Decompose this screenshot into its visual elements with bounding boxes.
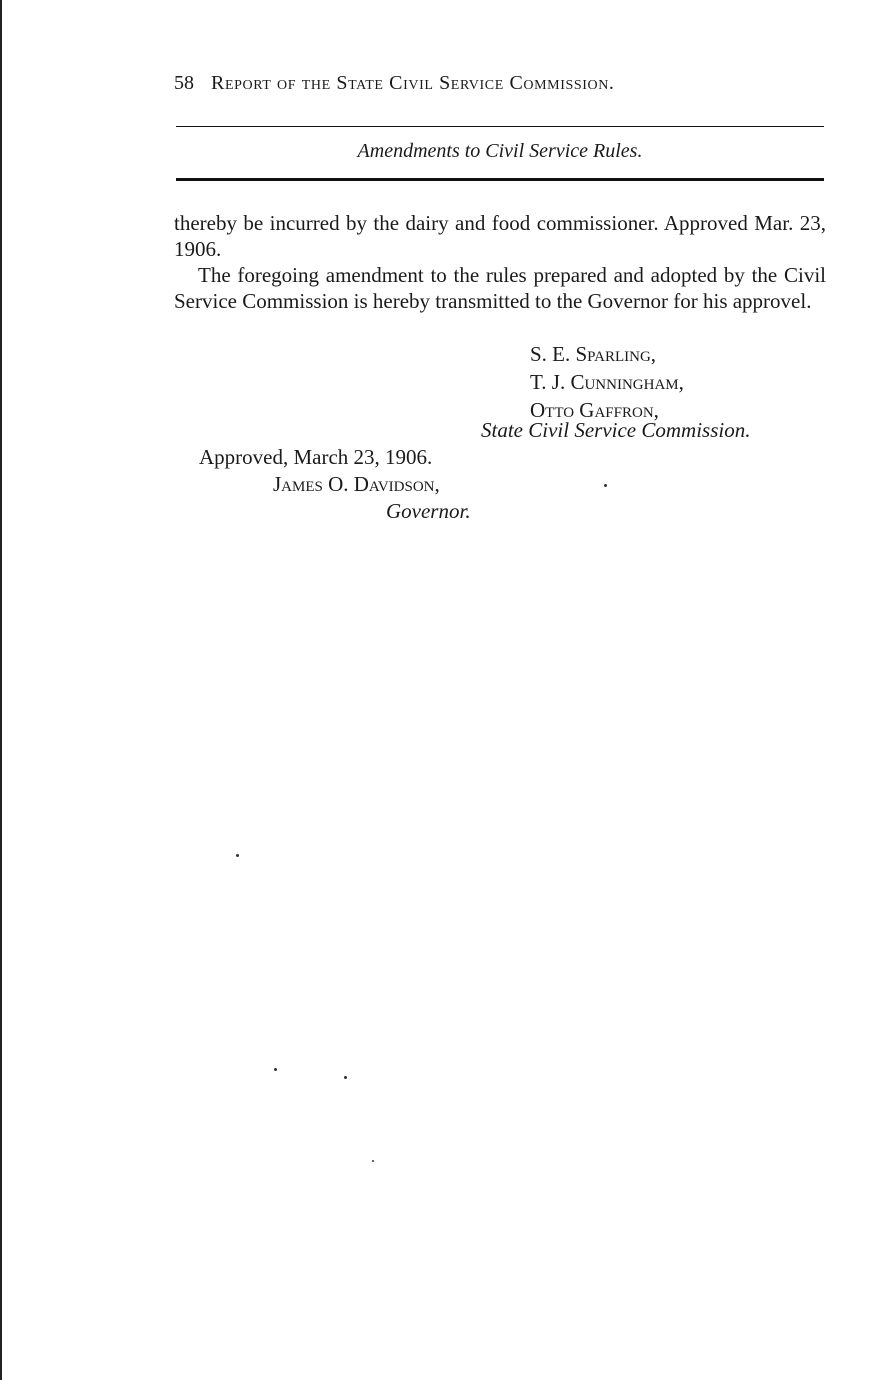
page-edge — [0, 0, 2, 1380]
approval-line: Approved, March 23, 1906. — [199, 445, 433, 469]
scan-speck — [372, 1160, 374, 1162]
governor-title: Governor. — [386, 499, 471, 523]
page-number: 58 — [174, 72, 194, 94]
signer-sparling: S. E. Sparling, — [530, 342, 657, 366]
running-title: Report of the State Civil Service Commission. — [211, 72, 615, 94]
scan-speck — [604, 484, 607, 487]
header-rule-top — [176, 126, 824, 127]
paragraph-continued: thereby be incurred by the dairy and food commissioner. Approved Mar. 23, 1906. — [174, 211, 826, 261]
governor-name: James O. Davidson, — [273, 472, 440, 496]
section-title: Amendments to Civil Service Rules. — [357, 140, 643, 162]
paragraph-transmittal: The foregoing amendment to the rules prepared and adopted by the Civil Service Commission is hereby transmitted to the Governor for his approvel. — [174, 263, 826, 313]
page-header — [174, 72, 826, 95]
header-rule-bottom — [176, 178, 824, 181]
commission-name: State Civil Service Commission. — [481, 418, 751, 442]
scan-speck — [236, 854, 239, 857]
signer-cunningham: T. J. Cunningham, — [530, 370, 684, 394]
signer-gaffron: Otto Gaffron, — [530, 398, 659, 422]
scan-speck — [274, 1068, 277, 1071]
signature-block — [530, 340, 684, 424]
body-text — [174, 210, 826, 314]
scan-speck — [344, 1076, 347, 1079]
